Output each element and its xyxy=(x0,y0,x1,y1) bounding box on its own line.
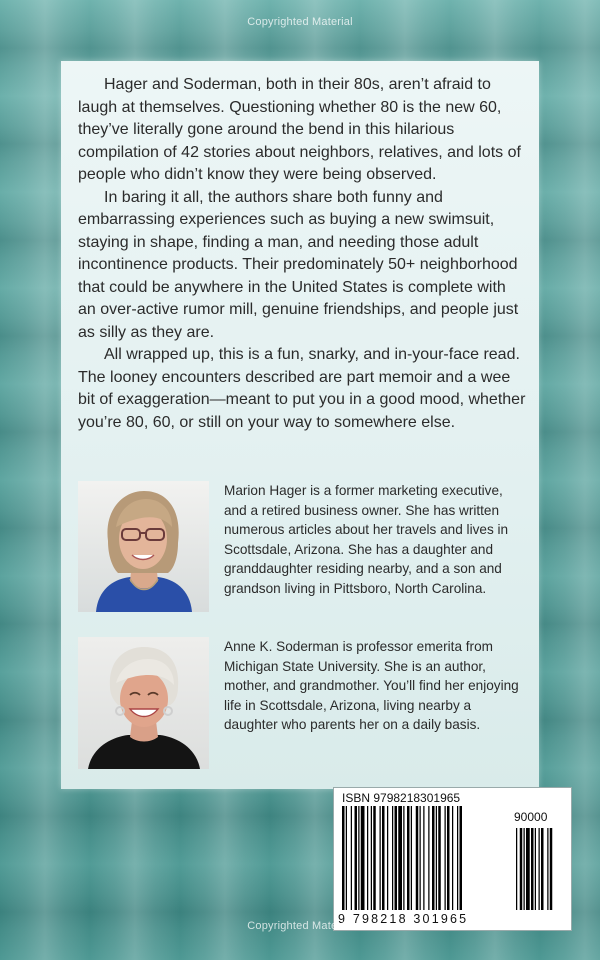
price-code: 90000 xyxy=(514,810,548,824)
isbn-label: ISBN 9798218301965 xyxy=(342,791,461,805)
watermark-bottom: Copyrighted Material xyxy=(247,920,353,932)
blurb-paragraph: All wrapped up, this is a fun, snarky, and in-your-face read. The looney encounters described are part memoir and a wee bit of exaggeration—meant to put you in a good mood, whether you’re 80, 60, or still on your way to somewhere else. xyxy=(78,346,526,431)
blurb-paragraph: In baring it all, the authors share both funny and embarrassing experiences such as buying a new swimsuit, staying in shape, finding a man, and needing those adult incontinence products. Their predominately 50+ neighborhood that could be anywhere in the United States is complete with an over-active rumor mill, genuine friendships, and people just as silly as they are. xyxy=(78,188,519,341)
watermark-top: Copyrighted Material xyxy=(247,16,353,28)
author-photo-marion-hager xyxy=(78,481,209,612)
book-blurb xyxy=(78,74,526,434)
barcode-digits: 9 798218 301965 xyxy=(338,912,469,926)
isbn-barcode-box xyxy=(333,787,572,931)
author-bio-marion-hager: Marion Hager is a former marketing executive, and a retired business owner. She has written numerous articles about her travels and lives in Scottsdale, Arizona. She has a daughter and granddaughter residing nearby, and a son and grandson living in Pittsboro, North Carolina. xyxy=(224,483,509,596)
blurb-paragraph: Hager and Soderman, both in their 80s, aren’t afraid to laugh at themselves. Questioning whether 80 is the new 60, they’ve literally gone around the bend in this hilarious compilation of 42 stories about neighbors, relatives, and lots of people who didn’t know they were being observed. xyxy=(78,76,521,183)
author-photo-anne-soderman xyxy=(78,637,209,769)
author-bio-anne-soderman: Anne K. Soderman is professor emerita from Michigan State University. She is an author, mother, and grandmother. You’ll find her enjoying life in Scottsdale, Arizona, living nearby a daughter who parents her on a daily basis. xyxy=(224,639,519,733)
